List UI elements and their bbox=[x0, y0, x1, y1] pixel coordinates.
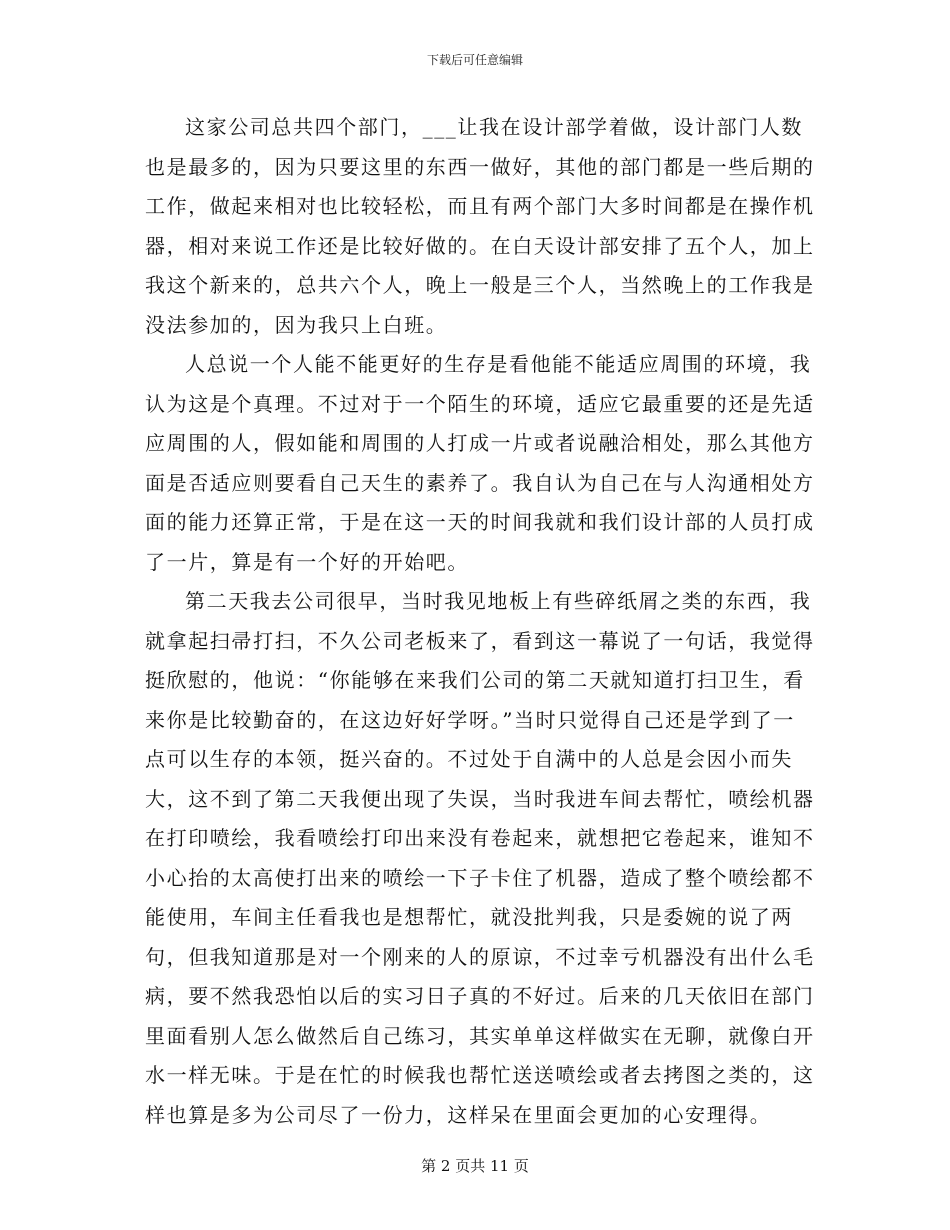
paragraph-3: 第二天我去公司很早，当时我见地板上有些碎纸屑之类的东西，我就拿起扫帚打扫，不久公司老板来了，看到这一幕说了一句话，我觉得挺欣慰的，他说：“你能够在来我们公司的第二天就知道打扫卫生，看来你是比较勤奋的，在这边好好学呀。”当时只觉得自己还是学到了一点可以生存的本领，挺兴奋的。不过处于自满中的人总是会因小而失大，这不到了第二天我便出现了失误，当时我进车间去帮忙，喷绘机器在打印喷绘，我看喷绘打印出来没有卷起来，就想把它卷起来，谁知不小心抬的太高使打出来的喷绘一下子卡住了机器，造成了整个喷绘都不能使用，车间主任看我也是想帮忙，就没批判我，只是委婉的说了两句，但我知道那是对一个刚来的人的原谅，不过幸亏机器没有出什么毛病，要不然我恐怕以后的实习日子真的不好过。后来的几天依旧在部门里面看别人怎么做然后自己练习，其实单单这样做实在无聊，就像白开水一样无味。于是在忙的时候我也帮忙送送喷绘或者去拷图之类的，这样也算是多为公司尽了一份力，这样呆在里面会更加的心安理得。 bbox=[145, 589, 815, 1127]
page-number-footer: 第 2 页共 11 页 bbox=[421, 1157, 529, 1175]
paragraph-2: 人总说一个人能不能更好的生存是看他能不能适应周围的环境，我认为这是个真理。不过对于一个陌生的环境，适应它最重要的还是先适应周围的人，假如能和周围的人打成一片或者说融洽相处，那么其他方面是否适应则要看自己天生的素养了。我自认为自己在与人沟通相处方面的能力还算正常，于是在这一天的时间我就和我们设计部的人员打成了一片，算是有一个好的开始吧。 bbox=[145, 352, 815, 574]
document-body bbox=[145, 108, 815, 1135]
paragraph-1: 这家公司总共四个部门，___让我在设计部学着做，设计部门人数也是最多的，因为只要这里的东西一做好，其他的部门都是一些后期的工作，做起来相对也比较轻松，而且有两个部门大多时间都是在操作机器，相对来说工作还是比较好做的。在白天设计部安排了五个人，加上我这个新来的，总共六个人，晚上一般是三个人，当然晚上的工作我是没法参加的，因为我只上白班。 bbox=[145, 115, 815, 337]
page-header: 下载后可任意编辑 bbox=[426, 53, 523, 67]
